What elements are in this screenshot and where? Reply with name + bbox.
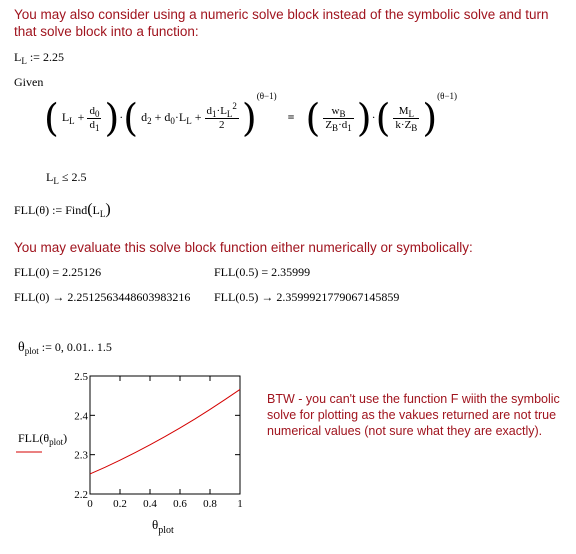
fraction-d1-ll2: $\frac{d_1\cdot L_L^2}{2}$ bbox=[206, 100, 237, 131]
open-paren: ( bbox=[44, 96, 59, 140]
ll-subscript: L bbox=[21, 56, 27, 66]
equals-operator: = bbox=[287, 109, 295, 124]
evaluate-note: You may evaluate this solve block function either numerically or symbolically: bbox=[14, 240, 473, 255]
result-row-numeric-0[interactable]: FLL(0) = 2.25126 bbox=[14, 265, 102, 279]
y-axis-label: $FLL(\theta_{plot})$ bbox=[18, 431, 68, 447]
fll-curve bbox=[90, 389, 240, 474]
x-tick-label: 0.4 bbox=[143, 498, 157, 510]
exponent-left: (θ−1) bbox=[256, 90, 277, 101]
given-keyword[interactable]: Given bbox=[14, 75, 44, 89]
solve-equation[interactable]: ( $L_L$ + $\frac{d_0}{d_1}$ )·( $d_2 + d_0\cdot L_L$ + $\frac{d_1\cdot L_L^2}{2}$ )$^{(\theta-1)}$ = ( $\frac{w_B}{Z_B\cdot d_1}$ )·( $\frac{M_L}{k\cdot Z_B}$ )$^{(\theta-1)}$ bbox=[44, 90, 458, 140]
x-tick-label: 0.8 bbox=[203, 498, 217, 510]
y-tick-label: 2.5 bbox=[74, 371, 88, 383]
x-tick-label: 1 bbox=[237, 498, 243, 510]
btw-note: BTW - you can't use the function F wiith the symbolic solve for plotting as the vakues returned are not true numerical values (not sure what they are exactly). bbox=[267, 392, 560, 438]
x-axis-label: $\theta_{plot}$ bbox=[152, 517, 174, 536]
fraction-wb: $\frac{w_B}{Z_B\cdot d_1}$ bbox=[325, 104, 352, 133]
constraint[interactable]: $L_L \le 2.5$ bbox=[46, 170, 87, 186]
x-tick-label: 0.2 bbox=[113, 498, 127, 510]
fraction-ml: $\frac{M_L}{k\cdot Z_B}$ bbox=[395, 104, 418, 133]
plot-frame bbox=[90, 376, 240, 494]
intro-note: You may also consider using a numeric solve block instead of the symbolic solve and turn that solve block into a function: bbox=[14, 7, 549, 39]
result-row-symbolic-05[interactable]: FLL(0.5) → 2.3599921779067145859 bbox=[214, 290, 400, 304]
x-tick-label: 0 bbox=[87, 498, 93, 510]
x-tick-label: 0.6 bbox=[173, 498, 187, 510]
ll-symbol: L bbox=[14, 50, 22, 64]
ll-definition[interactable] bbox=[14, 50, 64, 65]
y-tick-label: 2.3 bbox=[74, 449, 88, 462]
result-row-symbolic-0[interactable]: FLL(0) → 2.2512563448603983216 bbox=[14, 290, 191, 304]
assign-operator: := bbox=[29, 50, 40, 64]
result-row-numeric-05[interactable]: FLL(0.5) = 2.35999 bbox=[214, 265, 311, 279]
y-tick-label: 2.2 bbox=[74, 489, 88, 501]
fll-plot[interactable] bbox=[0, 364, 260, 549]
fll-definition[interactable]: FLL(θ) := $Find(L_L)$ bbox=[14, 201, 111, 219]
theta-plot-range[interactable]: $\theta_{plot}$ := 0, 0.01.. 1.5 bbox=[18, 340, 112, 356]
exponent-right: (θ−1) bbox=[437, 90, 458, 101]
y-tick-label: 2.4 bbox=[74, 410, 88, 423]
fraction-d0-d1: $\frac{d_0}{d_1}$ bbox=[89, 104, 100, 133]
ll-value: 2.25 bbox=[42, 50, 64, 64]
